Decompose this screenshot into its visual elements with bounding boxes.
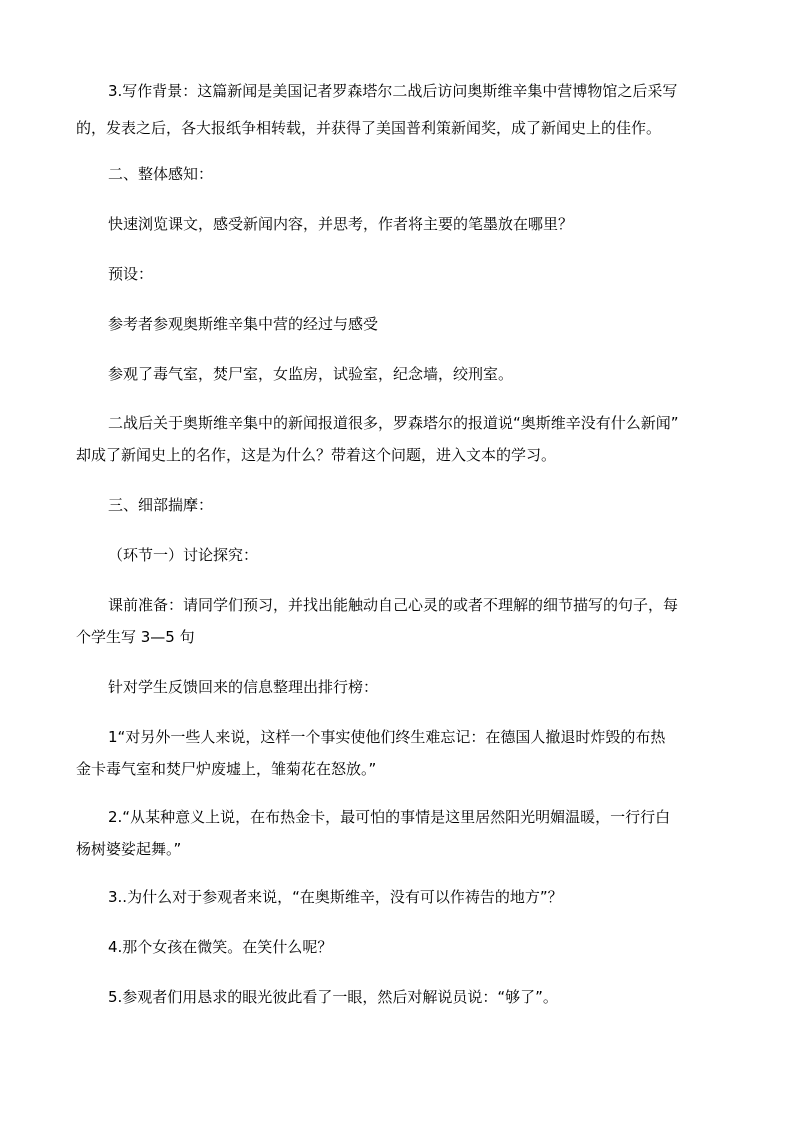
paragraph-writing-background [108,73,722,110]
text-line: 2.“从某种意义上说，在布热金卡，最可怕的事情是这里居然阳光明媚温暖，一行行白 [108,808,671,826]
paragraph-question-cont [76,437,722,474]
text-line: 个学生写 3—5 句 [76,628,195,646]
paragraph-writing-background-cont [76,110,722,147]
list-item-4 [108,929,722,966]
paragraph-ranking [108,669,722,706]
section-heading: 三、细部揣摩： [108,496,214,514]
list-item-5 [108,979,722,1016]
list-item-3 [108,879,722,916]
text-line: 5.参观者们用恳求的眼光彼此看了一眼，然后对解说员说：“够了”。 [108,988,558,1006]
text-line: 针对学生反馈回来的信息整理出排行榜： [108,678,379,696]
paragraph-task [108,206,722,243]
text-line: 的，发表之后，各大报纸争相转载，并获得了美国普利策新闻奖，成了新闻史上的佳作。 [76,119,662,137]
text-line: 3.写作背景：这篇新闻是美国记者罗森塔尔二战后访问奥斯维辛集中营博物馆之后采写 [108,82,678,100]
list-item-1-cont [76,751,722,788]
text-line: 参观了毒气室，焚尸室，女监房，试验室，纪念墙，绞刑室。 [108,365,514,383]
text-line: 杨树婆娑起舞。” [76,840,182,858]
text-line: 预设： [108,265,154,283]
paragraph-preset [108,256,722,293]
text-line: 4.那个女孩在微笑。在笑什么呢？ [108,938,333,956]
text-line: 金卡毒气室和焚尸炉废墟上，雏菊花在怒放。” [76,760,377,778]
text-line: 二战后关于奥斯维辛集中的新闻报道很多，罗森塔尔的报道说“奥斯维辛没有什么新闻” [108,414,679,432]
paragraph-preparation-cont [76,619,722,656]
text-line: 却成了新闻史上的名作，这是为什么？带着这个问题，进入文本的学习。 [76,446,557,464]
text-line: 1“对另外一些人来说，这样一个事实使他们终生难忘记：在德国人撤退时炸毁的布热 [108,728,666,746]
text-line: 快速浏览课文，感受新闻内容，并思考，作者将主要的笔墨放在哪里？ [108,215,574,233]
text-line: 课前准备：请同学们预习，并找出能触动自己心灵的或者不理解的细节描写的句子，每 [108,596,679,614]
list-item-2-cont [76,831,722,868]
subheading-step-one [108,537,722,574]
text-line: 3..为什么对于参观者来说，“在奥斯维辛，没有可以作祷告的地方”？ [108,888,563,906]
paragraph-visitor [108,306,722,343]
paragraph-rooms [108,356,722,393]
section-heading: 二、整体感知： [108,165,214,183]
text-line: 参考者参观奥斯维辛集中营的经过与感受 [108,315,379,333]
section-heading-detail [108,487,722,524]
section-heading-overall [108,156,722,193]
subheading: （环节一）讨论探究： [108,546,259,564]
